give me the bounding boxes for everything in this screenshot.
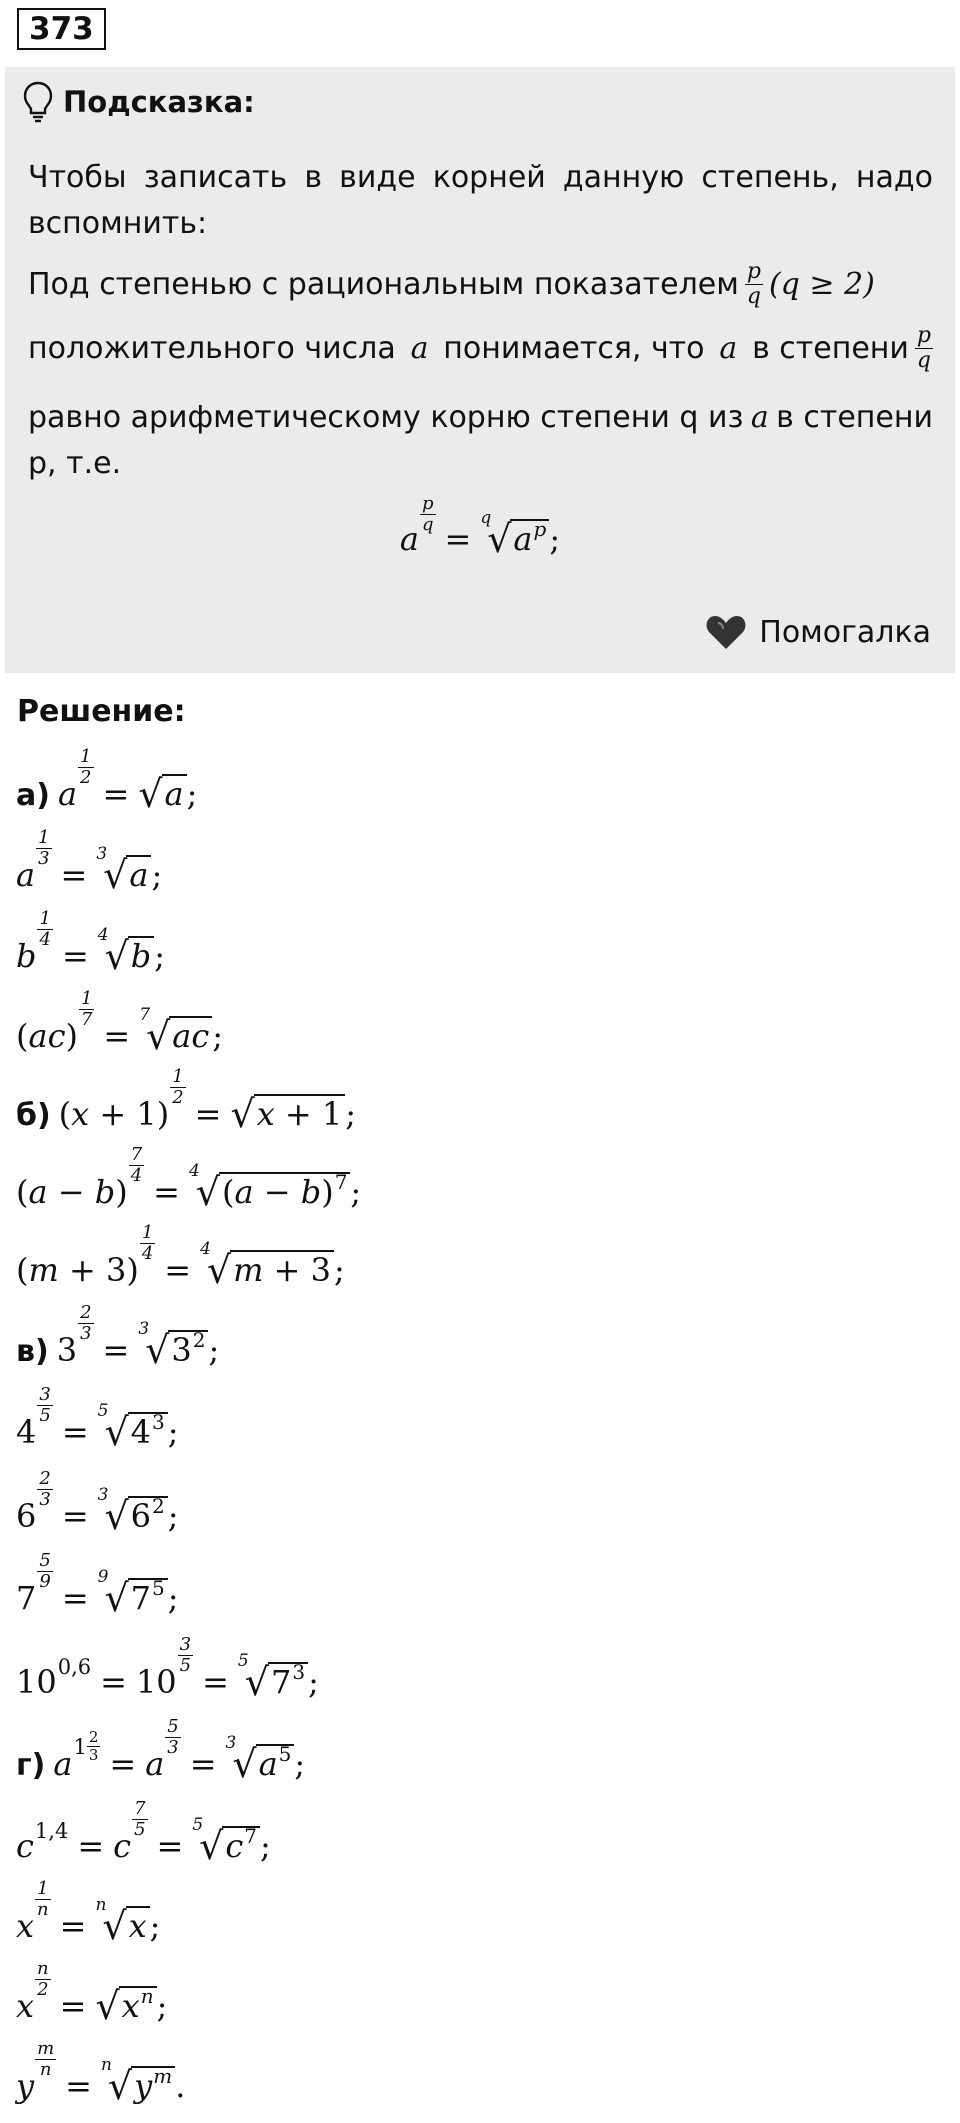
hint-line-5 [28,441,933,487]
frac-num: p [916,323,931,348]
solution-row: b $\frac{1}{4}$ = 4 √ b ; [16,908,166,978]
solution-row: 6 $\frac{2}{3}$ = 3 √ $6^2$ ; [16,1468,179,1538]
solution-row: ( a − b ) $\frac{7}{4}$ = 4 √ $(a - b)^7$ ; [16,1144,362,1214]
hint-formula: a $\frac{p}{q}$ = q √ $a^p$ ; [399,493,561,561]
fraction-p-q [745,261,763,308]
solution-row: б) ( x + 1) $\frac{1}{2}$ = √ x + 1 ; [16,1066,357,1136]
hint-paragraph-1-text: Чтобы записать в виде корней данную степень, надо вспомнить: [28,160,933,241]
hint-header [23,77,255,127]
solution-row: г) a 1 $\frac{2}{3}$ = a $\frac{5}{3}$ = 3 √ $a^5$ ; [16,1716,306,1786]
solution-row: a $\frac{1}{3}$ = 3 √ a ; [16,827,163,897]
solution-row: x $\frac{1}{n}$ = n √ x ; [16,1878,161,1948]
var-a: a [410,330,429,366]
item-label-a: а) [16,778,50,813]
hint-line-5-text: p, т.е. [28,446,122,481]
solution-row: x $\frac{n}{2}$ = √ $x^n$ ; [16,1958,168,2028]
hint-line-3 [28,325,933,372]
condition-q: (q ≥ 2) [768,266,875,302]
solution-row: 7 $\frac{5}{9}$ = 9 √ $7^5$ ; [16,1550,179,1620]
frac-den: q [916,348,931,373]
hint-line-4-text: равно арифметическому корню степени q из [28,400,744,435]
hint-box [5,67,955,673]
solution-row: y $\frac{m}{n}$ = n √ $y^m$ . [16,2038,186,2108]
hint-line-3-end [752,325,933,372]
item-label-b: б) [16,1098,51,1133]
solution-title: Решение: [17,694,186,729]
footer-label: Помогалка [759,614,931,650]
var-a: a [719,330,738,366]
hint-line-2 [28,261,933,308]
heart-icon [705,613,747,651]
fraction-p-q [915,325,933,372]
hint-line-4 [28,395,933,441]
hint-line-3-b: понимается, что [443,330,705,366]
task-number-box [17,8,106,50]
item-label-g: г) [16,1748,46,1783]
hint-title: Подсказка: [63,85,255,119]
hint-line-2-text: Под степенью с рациональным показателем [28,266,739,302]
frac-den: q [746,284,761,309]
hint-paragraph-1 [28,155,933,247]
task-number: 373 [29,11,94,47]
solution-row: ( m + 3) $\frac{1}{4}$ = 4 √ m + 3 ; [16,1222,345,1292]
hint-line-3-c: в степени [752,330,909,366]
lightbulb-icon [23,81,53,123]
hint-line-4-end: в степени [776,400,933,435]
frac-num: p [746,259,761,284]
solution-row: 10 0,6 = 10 $\frac{3}{5}$ = 5 √ $7^3$ ; [16,1634,319,1704]
solution-row: 4 $\frac{3}{5}$ = 5 √ $4^3$ ; [16,1384,179,1454]
solution-row: в) 3 $\frac{2}{3}$ = 3 √ $3^2$ ; [16,1302,220,1372]
solution-row: а) a $\frac{1}{2}$ = √ a ; [16,746,198,816]
solution-row: c 1,4 = c $\frac{7}{5}$ = 5 √ $c^7$ ; [16,1798,271,1868]
solution-row: ( ac ) $\frac{1}{7}$ = 7 √ ac ; [16,988,224,1058]
hint-footer [705,613,931,651]
hint-line-3-a: положительного числа [28,330,396,366]
var-a: a [750,400,769,435]
item-label-v: в) [16,1334,49,1369]
